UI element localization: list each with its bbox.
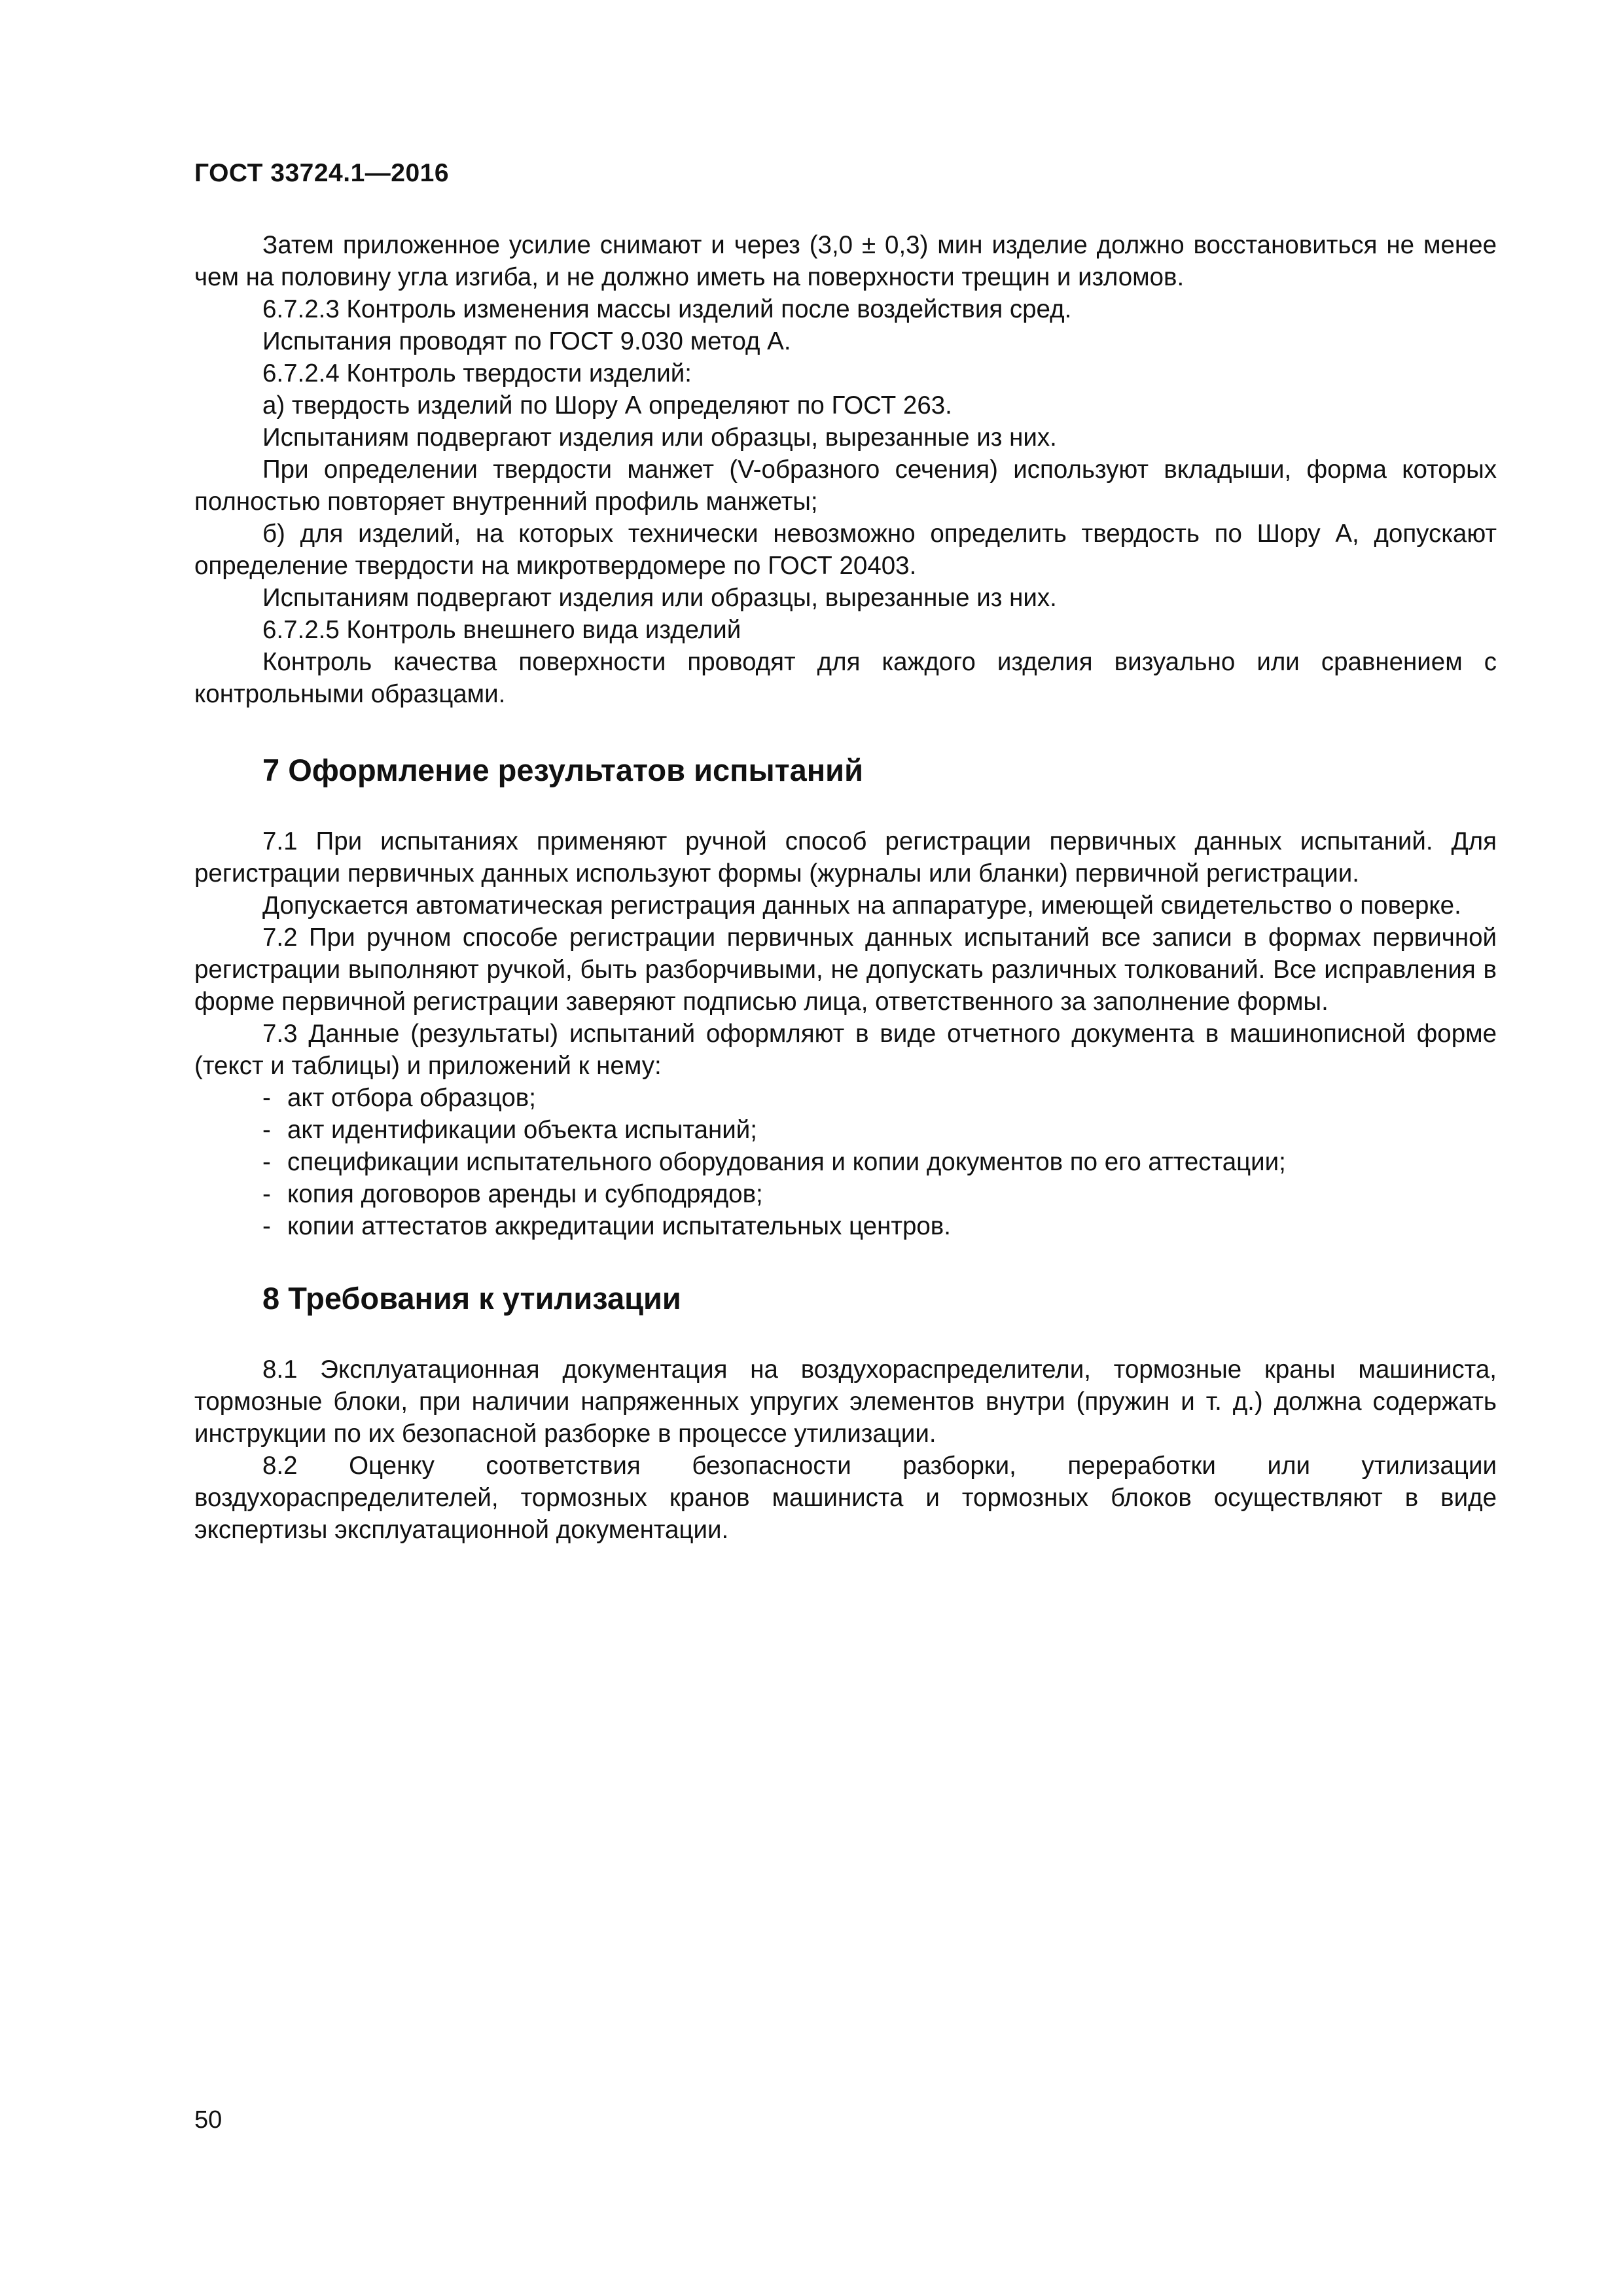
- list-item-text: копия договоров аренды и субподрядов;: [287, 1180, 763, 1208]
- list-item: [194, 1082, 1497, 1114]
- list-item: [194, 1178, 1497, 1210]
- list-dash: -: [262, 1148, 271, 1176]
- paragraph: Испытаниям подвергают изделия или образцы, вырезанные из них.: [262, 584, 1057, 612]
- paragraph: 7.2 При ручном способе регистрации первичных данных испытаний все записи в формах первичной регистрации выполняют ручкой, быть разборчивыми, не допускать различных толкований. Все исправления в форме первичной регистрации заверяют подписью лица, ответственного за заполнение формы.: [194, 924, 1497, 1016]
- paragraph: 7.3 Данные (результаты) испытаний оформляют в виде отчетного документа в машинописной форме (текст и таблицы) и приложений к нему:: [194, 1020, 1497, 1080]
- paragraph: 8.2 Оценку соответствия безопасности разборки, переработки или утилизации воздухораспределителей, тормозных кранов машиниста и тормозных блоков осуществляют в виде экспертизы эксплуатационной документации.: [194, 1452, 1497, 1544]
- list-item: [194, 1210, 1497, 1242]
- list-item-text: акт идентификации объекта испытаний;: [287, 1116, 757, 1144]
- list-item-text: акт отбора образцов;: [287, 1084, 536, 1112]
- list-item: [194, 1146, 1497, 1178]
- list-dash: -: [262, 1212, 271, 1240]
- paragraph: Затем приложенное усилие снимают и через (3,0 ± 0,3) мин изделие должно восстановиться не менее чем на половину угла изгиба, и не должно иметь на поверхности трещин и изломов.: [194, 231, 1497, 291]
- paragraph: Допускается автоматическая регистрация данных на аппаратуре, имеющей свидетельство о поверке.: [262, 891, 1461, 920]
- list-dash: -: [262, 1180, 271, 1208]
- list-item-text: спецификации испытательного оборудования и копии документов по его аттестации;: [287, 1148, 1286, 1176]
- clause-heading: 6.7.2.5 Контроль внешнего вида изделий: [262, 616, 741, 644]
- paragraph: 8.1 Эксплуатационная документация на воздухораспределители, тормозные краны машиниста, тормозные блоки, при наличии напряженных упругих элементов внутри (пружин и т. д.) должна содержать инструкции по их безопасной разборке в процессе утилизации.: [194, 1355, 1497, 1448]
- clause-heading: 6.7.2.4 Контроль твердости изделий:: [262, 359, 692, 387]
- paragraph: Испытаниям подвергают изделия или образцы, вырезанные из них.: [262, 423, 1057, 452]
- clause-heading: 6.7.2.3 Контроль изменения массы изделий после воздействия сред.: [262, 295, 1072, 323]
- page-number: 50: [194, 2106, 223, 2134]
- list-item-text: копии аттестатов аккредитации испытательных центров.: [287, 1212, 951, 1240]
- paragraph: б) для изделий, на которых технически невозможно определить твердость по Шору А, допускают определение твердости на микротвердомере по ГОСТ 20403.: [194, 520, 1497, 580]
- paragraph: а) твердость изделий по Шору А определяют по ГОСТ 263.: [262, 391, 952, 420]
- appendix-list: [194, 1082, 1497, 1242]
- section-title: 8 Требования к утилизации: [262, 1281, 681, 1316]
- paragraph: При определении твердости манжет (V-образного сечения) используют вкладыши, форма которых полностью повторяет внутренний профиль манжеты;: [194, 456, 1497, 516]
- paragraph: 7.1 При испытаниях применяют ручной способ регистрации первичных данных испытаний. Для регистрации первичных данных используют формы (журналы или бланки) первичной регистрации.: [194, 827, 1497, 888]
- document-header: ГОСТ 33724.1—2016: [194, 159, 450, 187]
- section-title: 7 Оформление результатов испытаний: [262, 753, 863, 787]
- paragraph: Испытания проводят по ГОСТ 9.030 метод А.: [262, 327, 791, 355]
- paragraph: Контроль качества поверхности проводят для каждого изделия визуально или сравнением с контрольными образцами.: [194, 648, 1497, 708]
- list-dash: -: [262, 1084, 271, 1112]
- list-item: [194, 1114, 1497, 1146]
- list-dash: -: [262, 1116, 271, 1144]
- document-body: [194, 229, 1497, 1546]
